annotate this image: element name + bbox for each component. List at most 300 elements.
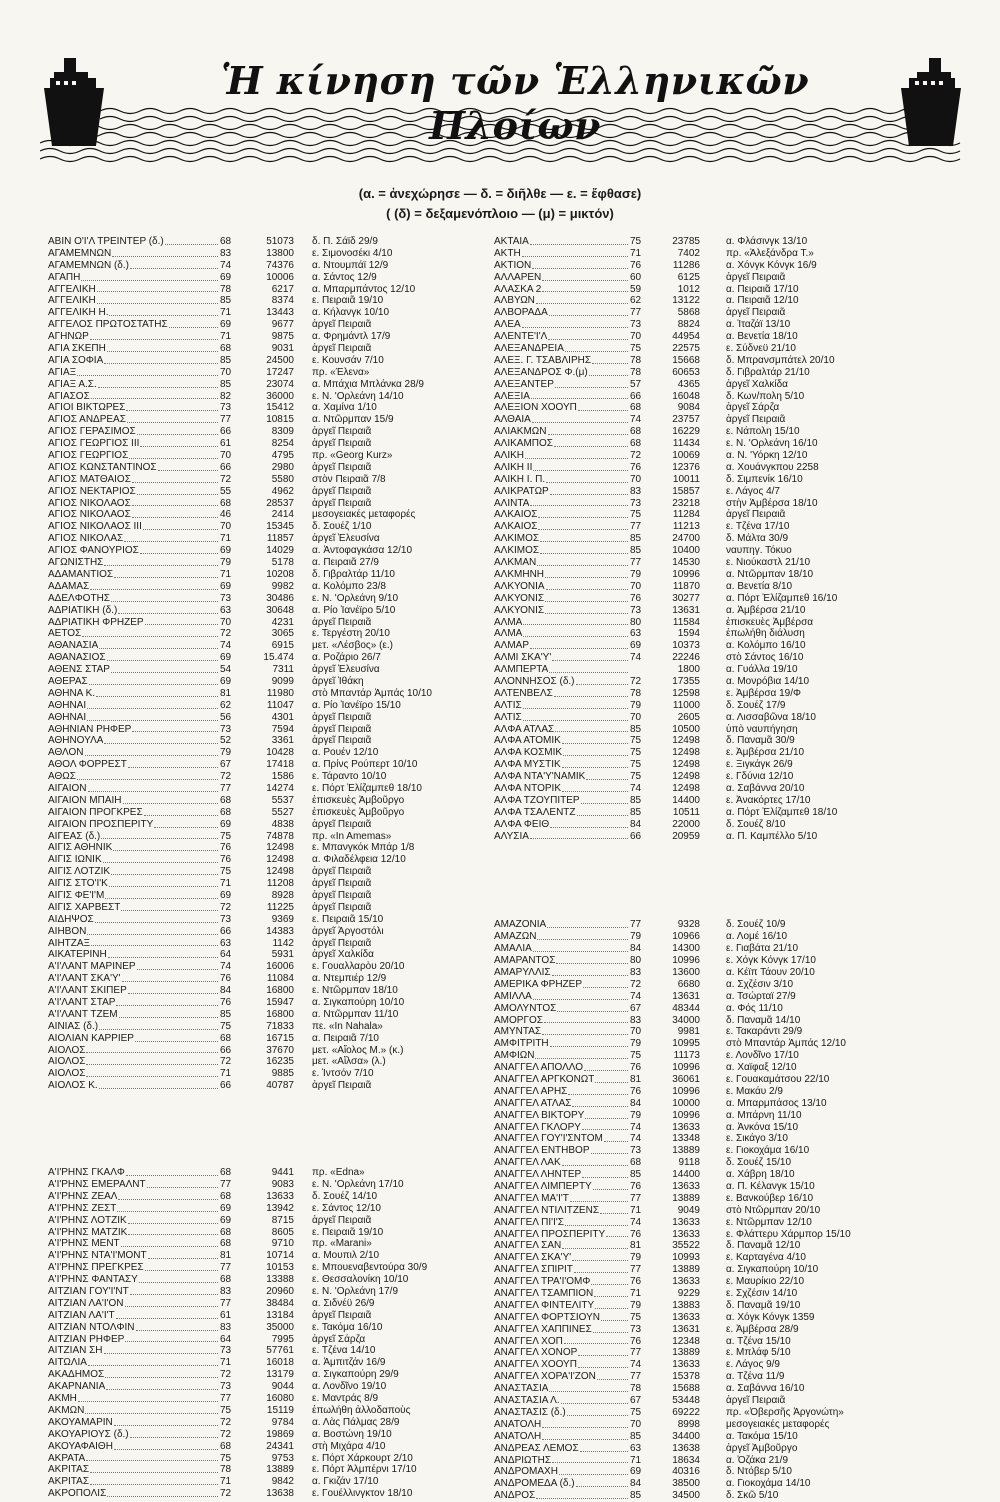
tonnage: 9842 [271, 1476, 294, 1488]
ship-status: δ. Μπρανσμπάτελ 20/10 [726, 354, 835, 366]
build-year: 73 [220, 1345, 232, 1357]
ship-name: ΑΝΑΓΓΕΛ ΣΑΝ [494, 1240, 562, 1252]
ship-name: ΑΙΟΛΟΣ [48, 1056, 86, 1068]
build-year: 74 [630, 1133, 642, 1145]
ship-row [494, 1455, 964, 1467]
ship-status: α. Φός 11/10 [726, 1002, 783, 1014]
ship-name: ΑΝΑΓΓΕΛ ΤΡΑ'Ι'ΟΜΦ [494, 1276, 591, 1288]
ship-row [48, 640, 480, 652]
build-year: 77 [630, 557, 642, 569]
ship-row [48, 1488, 480, 1500]
build-year: 69 [630, 640, 642, 652]
tonnage: 18634 [672, 1454, 700, 1466]
tonnage: 13633 [672, 1216, 700, 1228]
ship-row [48, 1191, 480, 1203]
build-year: 76 [220, 854, 232, 866]
ship-row [494, 438, 964, 450]
ship-row [48, 1215, 480, 1227]
ship-status: ἐπωλήθη διάλυση [726, 628, 805, 640]
tonnage: 15668 [672, 354, 700, 366]
ship-status: ε. Γουαλλαρὸυ 20/10 [312, 961, 405, 973]
tonnage: 13633 [266, 1190, 294, 1202]
ship-status: α. Σιδνέϋ 26/9 [312, 1297, 375, 1309]
ship-name: ΑΛΜΙ ΣΚΑ'Υ' [494, 652, 552, 664]
tonnage: 4365 [677, 378, 700, 390]
build-year: 85 [220, 1008, 232, 1020]
build-year: 75 [630, 236, 642, 247]
ship-status: ἀργεῖ Πειραιᾶ [312, 1080, 372, 1092]
ship-status: α. Ἀνκόνα 15/10 [726, 1121, 799, 1133]
ship-status: ε. Μπουεναβεντούρα 30/9 [312, 1262, 428, 1274]
ship-name: ΑΘΩΣ [48, 771, 76, 783]
ship-row [48, 997, 480, 1009]
ship-status: ε. Ν. 'Ορλεάνη 17/9 [312, 1286, 399, 1298]
build-year: 68 [220, 1238, 232, 1250]
build-year: 77 [630, 1347, 642, 1359]
ship-status: ἀργεῖ Πειραιᾶ [312, 866, 372, 878]
ship-row [494, 955, 964, 967]
ship-name: ΑΓΩΝΙΣΤΗΣ [48, 557, 104, 569]
tonnage: 13889 [672, 1264, 700, 1276]
build-year: 71 [220, 1357, 232, 1369]
ship-name: ΑΙΤΖΙΑΝ ΡΗΦΕΡ [48, 1333, 125, 1345]
build-year: 77 [220, 782, 232, 794]
ship-name: ΑΙΓΙΣ ΦΕ'Ι'Μ [48, 889, 105, 901]
build-year: 62 [630, 295, 642, 307]
ship-status: α. Ἰταζάϊ 13/10 [726, 319, 791, 331]
ship-status: ἀργεῖ Πειραιᾶ [312, 711, 372, 723]
ship-row [48, 1429, 480, 1441]
ship-status: ἀργεῖ Πειραιᾶ [312, 461, 372, 473]
legend-line-1: (α. = ἀνεχώρησε — δ. = διῆλθε — ε. = ἔφθασε) [358, 186, 642, 201]
ship-name: ΑΜΑΛΙΑ [494, 943, 532, 955]
ship-name: ΑΜΟΡΓΟΣ [494, 1014, 543, 1026]
ship-row [48, 949, 480, 961]
build-year: 72 [630, 675, 642, 687]
build-year: 79 [220, 557, 232, 569]
ship-name: ΑΝΔΡΕΑΣ ΛΕΜΟΣ [494, 1442, 579, 1454]
tonnage: 11047 [266, 699, 294, 711]
ship-status: α. Ἀμβέρσα 21/10 [726, 604, 806, 616]
build-year: 56 [220, 711, 232, 723]
tonnage: 24700 [672, 533, 700, 545]
ship-name: ΑΝΑΓΓΕΛ ΤΣΑΜΠΙΟΝ [494, 1288, 594, 1300]
build-year: 77 [630, 521, 642, 533]
ship-name: ΑΓΗΝΩΡ [48, 331, 89, 343]
ship-status: μεσογειακές μεταφορές [726, 1418, 830, 1430]
ship-row [48, 593, 480, 605]
ship-name: ΑΓΙΑΣΟΣ [48, 390, 90, 402]
ship-row [494, 1062, 964, 1074]
ship-row [48, 474, 480, 486]
build-year: 71 [220, 533, 232, 545]
build-year: 73 [220, 723, 232, 735]
ship-status: πρ. «Marani» [312, 1238, 372, 1250]
tonnage: 1800 [677, 664, 700, 676]
ship-status: α. Σιγκαπούρη 29/9 [312, 1369, 399, 1381]
tonnage: 11000 [672, 699, 700, 711]
ship-name: ΑΛΚΜΗΝΗ [494, 568, 545, 580]
tonnage: 12348 [672, 1335, 700, 1347]
ship-row [48, 248, 480, 260]
tonnage: 12498 [672, 771, 700, 783]
tonnage: 11213 [672, 521, 700, 533]
tonnage: 1012 [677, 283, 700, 295]
ship-status: ἀργεῖ Πειραιᾶ [726, 509, 786, 521]
ship-status: α. Ροζάριο 26/7 [312, 652, 381, 664]
tonnage: 12498 [672, 735, 700, 747]
tonnage: 11980 [266, 687, 294, 699]
ship-name: ΑΘΗΝΟΥΛΑ [48, 735, 104, 747]
tonnage: 9229 [677, 1288, 700, 1300]
build-year: 85 [630, 1490, 642, 1502]
tonnage: 8998 [677, 1418, 700, 1430]
tonnage: 15345 [266, 521, 294, 533]
ship-row [494, 557, 964, 569]
build-year: 73 [630, 1145, 642, 1157]
ship-status: α. Χόγκ Κόνγκ 1359 [726, 1311, 815, 1323]
build-year: 69 [220, 818, 232, 830]
ship-status: α. Π. Καμπέλλο 5/10 [726, 830, 818, 842]
tonnage: 28537 [266, 497, 294, 509]
build-year: 77 [220, 1297, 232, 1309]
build-year: 72 [630, 450, 642, 462]
build-year: 68 [220, 497, 232, 509]
build-year: 77 [630, 1371, 642, 1383]
ship-row [48, 331, 480, 343]
ship-row [48, 700, 480, 712]
ship-name: ΑΛΑΣΚΑ 2 [494, 283, 542, 295]
ship-status: ε. Λάγος 4/7 [726, 485, 780, 497]
ship-status: ἀργεῖ Ἀργοστόλι [312, 925, 384, 937]
ship-name: ΑΚΡΑΤΑ [48, 1452, 86, 1464]
build-year: 73 [220, 592, 232, 604]
build-year: 72 [220, 1428, 232, 1440]
build-year: 70 [220, 521, 232, 533]
tonnage: 4301 [271, 711, 294, 723]
ship-row [494, 1264, 964, 1276]
build-year: 67 [630, 1002, 642, 1014]
ship-name: ΑΓΙΟΣ ΑΝΔΡΕΑΣ [48, 414, 126, 426]
tonnage: 16018 [266, 1357, 294, 1369]
build-year: 76 [630, 461, 642, 473]
ship-status: δ. Σουέζ 10/9 [726, 919, 786, 931]
ship-row [48, 961, 480, 973]
ship-status: α. Πρίνς Ρούπερτ 10/10 [312, 759, 418, 771]
ship-row [494, 1026, 964, 1038]
ship-row [48, 498, 480, 510]
ship-name: ΑΓΑΜΕΜΝΩΝ (δ.) [48, 259, 129, 271]
tonnage: 7995 [271, 1333, 294, 1345]
tonnage: 14383 [266, 925, 294, 937]
tonnage: 12376 [672, 461, 700, 473]
ship-name: ΑΝΑΓΓΕΛ ΜΑ'Ι'Τ [494, 1192, 569, 1204]
ship-row [48, 581, 480, 593]
tonnage: 35000 [266, 1321, 294, 1333]
tonnage: 13631 [672, 990, 700, 1002]
tonnage: 20960 [266, 1286, 294, 1298]
ship-name: ΑΔΑΜΑΣ [48, 580, 90, 592]
ship-name: ΑΙΟΛΙΑΝ ΚΑΡΡΙΕΡ [48, 1032, 134, 1044]
tonnage: 13388 [266, 1274, 294, 1286]
ship-status: ἀργεῖ Ἰθάκη [312, 675, 364, 687]
ship-name: ΑΚΜΗ [48, 1393, 77, 1405]
ship-name: Α'Ι'ΡΗΝΣ ΕΜΕΡΑΛΝΤ [48, 1179, 146, 1191]
ship-row [494, 919, 964, 931]
ship-row [48, 795, 480, 807]
tonnage: 11284 [672, 509, 700, 521]
ship-row [494, 1252, 964, 1264]
ship-name: ΑΝΑΓΓΕΛ ΠΡΟΣΠΕΡΙΤΥ [494, 1228, 606, 1240]
tonnage: 3065 [271, 628, 294, 640]
ship-row [494, 664, 964, 676]
ship-status: α. Μονρόβια 14/10 [726, 675, 810, 687]
tonnage: 12498 [672, 747, 700, 759]
ship-status: δ. Παναμᾶ 19/10 [726, 1299, 801, 1311]
tonnage: 9084 [677, 402, 700, 414]
build-year: 68 [220, 806, 232, 818]
build-year: 73 [630, 1323, 642, 1335]
tonnage: 71833 [266, 1020, 294, 1032]
build-year: 71 [220, 1476, 232, 1488]
ship-name: ΑΛΙΚΡΑΤΩΡ [494, 485, 549, 497]
tonnage: 20959 [672, 830, 700, 842]
ship-name: ΑΛΘΑΙΑ [494, 414, 531, 426]
ship-status: ε. Ἀμβέρσα 19/Φ [726, 687, 801, 699]
ship-row [48, 414, 480, 426]
ship-name: ΑΘΟΛ ΦΟΡΡΕΣΤ [48, 759, 127, 771]
ship-row [48, 652, 480, 664]
tonnage: 35522 [672, 1240, 700, 1252]
build-year: 84 [630, 1097, 642, 1109]
ship-name: ΑΛΚΙΜΟΣ [494, 533, 540, 545]
ship-row [494, 1443, 964, 1455]
ship-row [48, 1357, 480, 1369]
ship-status: ε. Τακόμα 16/10 [312, 1321, 383, 1333]
ship-status: α. Μουπιλ 2/10 [312, 1250, 380, 1262]
tonnage: 10428 [266, 747, 294, 759]
build-year: 71 [220, 878, 232, 890]
build-year: 85 [630, 794, 642, 806]
build-year: 78 [630, 354, 642, 366]
build-year: 72 [220, 1369, 232, 1381]
tonnage: 69222 [672, 1406, 700, 1418]
ship-row [494, 1157, 964, 1169]
ship-name: ΑΛΚΥΟΝΙΣ [494, 604, 545, 616]
ship-status: α. Τζένα 11/9 [726, 1371, 785, 1383]
tonnage: 5527 [271, 806, 294, 818]
ship-status: ε. Ντῶρμπαν 18/10 [312, 985, 398, 997]
ship-status: ἀργεῖ Πειραιᾶ [312, 343, 372, 355]
ship-name: ΑΔΑΜΑΝΤΙΟΣ [48, 568, 114, 580]
build-year: 85 [220, 378, 232, 390]
build-year: 68 [220, 1274, 232, 1286]
build-year: 71 [630, 1204, 642, 1216]
ship-name: ΑΛΦΑ ΚΟΣΜΙΚ [494, 747, 563, 759]
build-year: 83 [630, 966, 642, 978]
build-year: 72 [220, 628, 232, 640]
ship-status: δ. Παναμᾶ 12/10 [726, 1240, 801, 1252]
tonnage: 38500 [672, 1478, 700, 1490]
tonnage: 10373 [672, 640, 700, 652]
ship-status: α. Πειραιᾶ 27/9 [312, 557, 379, 569]
ship-name: ΑΝΑΓΓΕΛ ΓΟΥ'Ι'ΣΝΤΟΜ [494, 1133, 603, 1145]
ship-status: στὸ Μπαντάρ Ἀμπάς 12/10 [726, 1038, 846, 1050]
ship-status: ἀργεῖ Πειραιᾶ [726, 414, 786, 426]
ship-name: ΑΛΦΑ ΑΤΛΑΣ [494, 723, 555, 735]
build-year: 72 [220, 1416, 232, 1428]
ship-name: ΑΓΙΟΣ ΜΑΤΘΑΙΟΣ [48, 473, 131, 485]
ship-name: ΑΛΤΙΣ [494, 699, 522, 711]
build-year: 73 [630, 497, 642, 509]
tonnage: 24500 [266, 354, 294, 366]
tonnage: 16229 [672, 426, 700, 438]
ship-status: α. Χόνγκ Κόνγκ 16/9 [726, 259, 817, 271]
ship-status: α. Πόρτ Ἐλίζαμπεθ 16/10 [726, 592, 838, 604]
ship-row [48, 509, 480, 521]
ship-row [48, 343, 480, 355]
ship-name: ΑΙΤΖΙΑΝ ΛΑ'Ι'ΟΝ [48, 1297, 124, 1309]
build-year: 63 [220, 937, 232, 949]
build-year: 79 [630, 1038, 642, 1050]
ship-name: ΑΚΟΥΑΜΑΡΙΝ [48, 1416, 113, 1428]
tonnage: 8254 [271, 438, 294, 450]
ship-status: α. Λισσαβῶνα 18/10 [726, 711, 816, 723]
right-column [494, 236, 964, 1502]
ship-name: ΑΘΕΡΑΣ [48, 675, 88, 687]
tonnage: 13122 [672, 295, 700, 307]
ship-status: πε. «In Nahala» [312, 1020, 383, 1032]
tonnage: 15857 [672, 485, 700, 497]
ship-status: α. Χάβρη 18/10 [726, 1169, 795, 1181]
tonnage: 11208 [266, 878, 294, 890]
ship-row [494, 379, 964, 391]
ship-name: ΑΚΡΟΠΟΛΙΣ [48, 1488, 107, 1500]
ship-row [494, 700, 964, 712]
build-year: 81 [220, 687, 232, 699]
tonnage: 4231 [271, 616, 294, 628]
ship-status: δ. Π. Σάϊδ 29/9 [312, 236, 378, 247]
ship-name: ΑΛΙΚΗ ΙΙ [494, 461, 533, 473]
tonnage: 60653 [672, 366, 700, 378]
tonnage: 53448 [672, 1395, 700, 1407]
masthead [40, 50, 965, 165]
ship-status: στὴν Ἀμβέρσα 18/10 [726, 497, 818, 509]
ship-row [48, 617, 480, 629]
build-year: 80 [630, 616, 642, 628]
ship-name: ΑΚΟΥΑΦΑΙΘΗ [48, 1440, 113, 1452]
ship-status: α. Λονδῖνο 19/10 [312, 1381, 387, 1393]
ship-status: ε. Πόρτ Ἀλμπέρνι 17/10 [312, 1464, 417, 1476]
ship-row [48, 260, 480, 272]
build-year: 75 [220, 1020, 232, 1032]
build-year: 76 [630, 1228, 642, 1240]
ship-status: α. Ντουμπάϊ 12/9 [312, 259, 389, 271]
ship-status: ἀργεῖ Πειραιᾶ [312, 485, 372, 497]
ship-name: ΑΙΓΙΣ ΛΟΤΖΙΚ [48, 866, 111, 878]
ship-row [48, 1417, 480, 1429]
ship-status: α. Ν. 'Υόρκη 12/10 [726, 450, 808, 462]
ship-name: ΑΛΚΥΟΝΙΣ [494, 592, 545, 604]
ship-row [494, 367, 964, 379]
ship-name: ΑΓΙΑ ΣΟΦΙΑ [48, 354, 104, 366]
ship-status: α. Τακόμα 15/10 [726, 1430, 798, 1442]
tonnage: 4962 [271, 485, 294, 497]
ship-status: δ. Γιβραλτάρ 11/10 [312, 568, 395, 580]
tonnage: 40316 [672, 1466, 700, 1478]
ship-status: δ. Γιβραλτάρ 21/10 [726, 366, 810, 378]
page-title: Ἡ κίνηση τῶν Ἑλληνικῶν Πλοίων [220, 58, 810, 148]
ship-row [48, 771, 480, 783]
tonnage: 11225 [266, 901, 294, 913]
ship-row [494, 1240, 964, 1252]
ship-name: ΑΛΕΞΑΝΤΕΡ [494, 378, 554, 390]
build-year: 85 [220, 295, 232, 307]
build-year: 66 [220, 1044, 232, 1056]
ship-name: Α'Ι'ΛΑΝΤ ΣΚΑ'Υ' [48, 973, 121, 985]
ship-row [48, 462, 480, 474]
build-year: 69 [220, 889, 232, 901]
ship-row [48, 486, 480, 498]
build-year: 85 [630, 533, 642, 545]
ship-name: ΑΘΛΟΝ [48, 747, 84, 759]
tonnage: 9981 [677, 1026, 700, 1038]
tonnage: 13638 [672, 1442, 700, 1454]
build-year: 74 [630, 414, 642, 426]
tonnage: 14530 [672, 557, 700, 569]
ship-row [494, 1038, 964, 1050]
tonnage: 36000 [266, 390, 294, 402]
ship-status: ε. Θεσσαλονίκη 10/10 [312, 1274, 409, 1286]
ship-name: ΑΚΑΡΝΑΝΙΑ [48, 1381, 106, 1393]
tonnage: 7594 [271, 723, 294, 735]
build-year: 76 [220, 842, 232, 854]
ship-status: α. Γυάλλα 19/10 [726, 664, 798, 676]
ship-name: ΑΛΙΚΗ Ι. Π. [494, 473, 546, 485]
build-year: 78 [630, 366, 642, 378]
ship-row [494, 236, 964, 248]
ship-name: ΑΙΓΑΙΟΝ [48, 782, 87, 794]
ship-status: α. Φιλαδέλφεια 12/10 [312, 854, 406, 866]
ship-status: ε. Τεργέστη 20/10 [312, 628, 390, 640]
tonnage: 23757 [672, 414, 700, 426]
tonnage: 3361 [271, 735, 294, 747]
tonnage: 9049 [677, 1204, 700, 1216]
tonnage: 40787 [266, 1080, 294, 1092]
ship-status: α. Βοστώνη 19/10 [312, 1428, 392, 1440]
ship-name: ΑΛΚΜΑΝ [494, 557, 537, 569]
ship-row [48, 319, 480, 331]
ship-row [48, 747, 480, 759]
ship-status: α. Βενετία 18/10 [726, 331, 798, 343]
build-year: 63 [630, 628, 642, 640]
ship-status: ε. Ἰντσόν 7/10 [312, 1068, 374, 1080]
ship-row [494, 521, 964, 533]
ship-status: δ. Σκῶ 5/10 [726, 1490, 779, 1502]
ship-row [494, 783, 964, 795]
ship-name: ΑΓΙΟΣ ΝΙΚΟΛΑΟΣ III [48, 521, 142, 533]
ship-name: ΑΜΙΛΛΑ [494, 990, 532, 1002]
ship-row [494, 943, 964, 955]
build-year: 57 [630, 378, 642, 390]
ship-name: ΑΓΙΟΣ ΓΕΩΡΓΙΟΣ [48, 450, 129, 462]
build-year: 70 [630, 1026, 642, 1038]
ship-row [494, 307, 964, 319]
ship-name: ΑΝΑΓΓΕΛ ΦΙΝΤΕΛΙΤΥ [494, 1299, 595, 1311]
tonnage: 15947 [266, 997, 294, 1008]
ship-status: ε. Γιοκοχάμα 16/10 [726, 1145, 810, 1157]
ship-row [48, 1286, 480, 1298]
